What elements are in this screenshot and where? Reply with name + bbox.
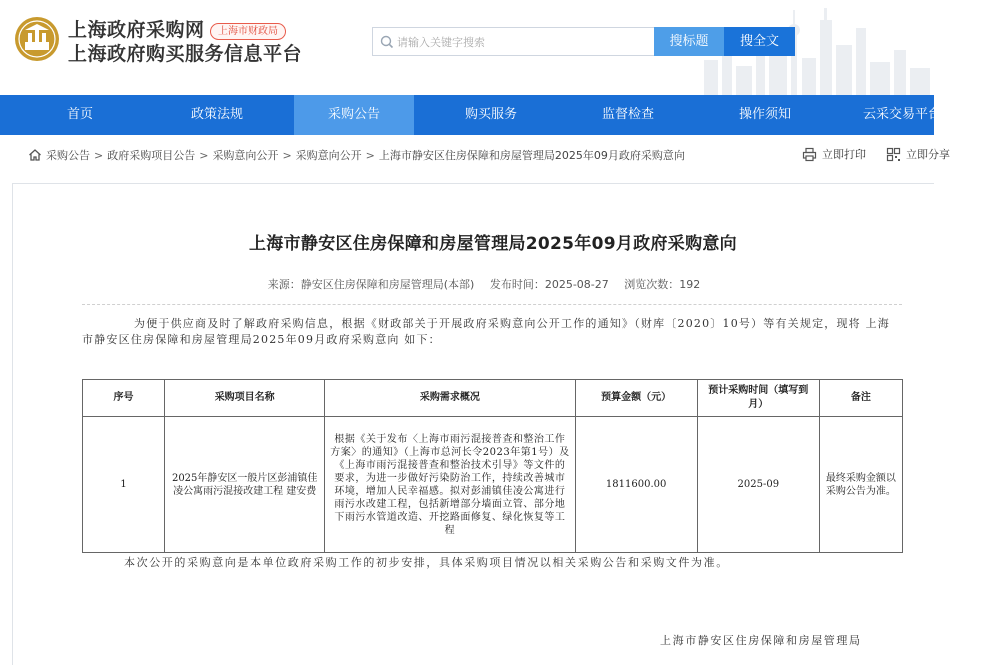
cell-demand-summary: 根据《关于发布〈上海市雨污混接普查和整治工作方案〉的通知》（上海市总河长令2023年第1号）及《上海市雨污混接普查和整治技术引导》等文件的要求，为进一步做好污染防治工作，持续改善城市环境，增加人民幸福感。拟对彭浦镇佳凌公寓进行雨污水改建工程，包括新增部分墙面立管、部分地下雨污水管道改造、开挖路面修复、绿化恢复等工程 (325, 417, 575, 553)
search-input[interactable] (397, 31, 647, 53)
finance-bureau-badge: 上海市财政局 (210, 23, 286, 40)
article-publish-time: 发布时间：2025-08-27 (489, 278, 609, 291)
nav-item-policies[interactable]: 政策法规 (190, 107, 243, 122)
nav-item-purchase-services[interactable]: 购买服务 (464, 107, 517, 122)
breadcrumb-item[interactable]: 采购意向公开 (295, 149, 362, 162)
site-subtitle[interactable]: 上海政府购买服务信息平台 (68, 43, 303, 65)
cell-no: 1 (83, 417, 165, 553)
header-remark: 备注 (819, 380, 902, 417)
breadcrumb-separator: > (282, 149, 292, 162)
print-button[interactable] (802, 146, 866, 164)
article-source: 来源：静安区住房保障和房屋管理局(本部) (267, 278, 475, 291)
header-demand-summary: 采购需求概况 (325, 380, 575, 417)
breadcrumb-item[interactable]: 采购公告 (46, 149, 90, 162)
divider (82, 304, 902, 305)
table-row (83, 417, 903, 553)
article-note: 本次公开的采购意向是本单位政府采购工作的初步安排，具体采购项目情况以相关采购公告和采购文件为准。 (124, 556, 729, 569)
article-signature: 上海市静安区住房保障和房屋管理局 (660, 634, 862, 647)
share-label: 立即分享 (906, 148, 950, 161)
cell-budget: 1811600.00 (575, 417, 697, 553)
breadcrumb-separator: > (94, 149, 104, 162)
home-icon[interactable] (28, 148, 42, 162)
article-meta (0, 276, 968, 292)
article-intro: 为便于供应商及时了解政府采购信息，根据《财政部关于开展政府采购意向公开工作的通知》（财库〔2020〕10号）等有关规定，现将 上海市静安区住房保障和房屋管理局2025年09月政府采购意向 如下： (82, 317, 890, 346)
cell-project-name: 2025年静安区一般片区彭浦镇佳凌公寓雨污混接改建工程 建安费 (165, 417, 325, 553)
nav-item-supervision[interactable]: 监督检查 (601, 107, 654, 122)
header-budget: 预算金额（元） (575, 380, 697, 417)
breadcrumb-item[interactable]: 政府采购项目公告 (107, 149, 196, 162)
header-project-name: 采购项目名称 (165, 380, 325, 417)
breadcrumb-item[interactable]: 采购意向公开 (212, 149, 279, 162)
nav-item-cloud-platform[interactable]: 云采交易平台 (862, 107, 941, 122)
nav-item-procurement-notices[interactable]: 采购公告 (294, 95, 414, 135)
search-box (372, 27, 654, 56)
header-expected-time: 预计采购时间（填写到月） (697, 380, 819, 417)
site-title[interactable]: 上海政府采购网 (68, 19, 205, 41)
search-icon (380, 35, 394, 49)
table-header-row (83, 380, 903, 417)
main-nav (0, 95, 941, 135)
breadcrumb-separator: > (365, 149, 375, 162)
cell-remark: 最终采购金额以采购公告为准。 (819, 417, 902, 553)
search-fulltext-button[interactable]: 搜全文 (724, 27, 795, 56)
share-button[interactable] (886, 146, 950, 164)
printer-icon (802, 147, 817, 162)
breadcrumb (28, 147, 685, 165)
article-title: 上海市静安区住房保障和房屋管理局2025年09月政府采购意向 (249, 234, 737, 254)
breadcrumb-separator: > (199, 149, 209, 162)
breadcrumb-current: 上海市静安区住房保障和房屋管理局2025年09月政府采购意向 (378, 149, 685, 162)
site-logo-icon[interactable] (14, 16, 60, 62)
cell-expected-time: 2025-09 (697, 417, 819, 553)
qrcode-icon (886, 147, 901, 162)
site-header (0, 0, 934, 95)
procurement-table (82, 379, 903, 553)
header-no: 序号 (83, 380, 165, 417)
search-title-button[interactable]: 搜标题 (654, 27, 724, 56)
nav-item-instructions[interactable]: 操作须知 (738, 107, 791, 122)
nav-item-home[interactable]: 首页 (66, 107, 93, 122)
print-label: 立即打印 (822, 148, 866, 161)
article-views: 浏览次数：192 (624, 278, 701, 291)
